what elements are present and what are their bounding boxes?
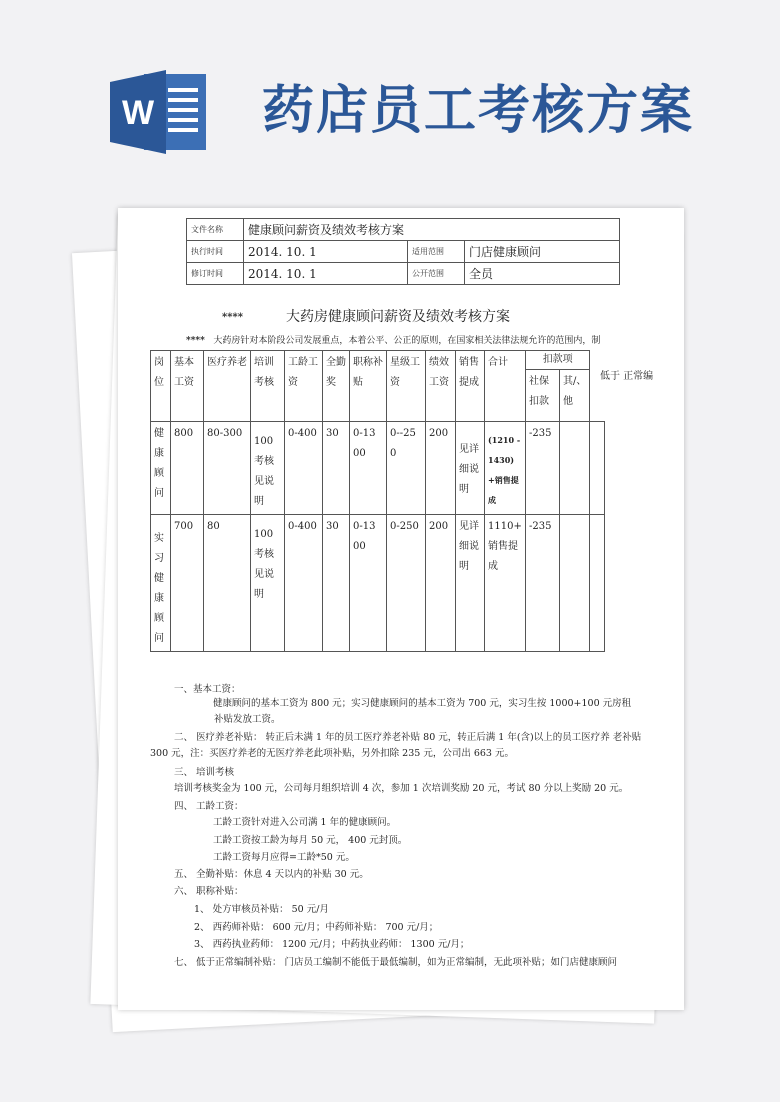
header-total: 合计: [485, 351, 526, 422]
section-4-line-1: 工龄工资针对进入公司满 1 年的健康顾问。: [213, 817, 397, 828]
section-4-line-2: 工龄工资按工龄为每月 50 元， 400 元封顶。: [213, 835, 408, 846]
word-logo-icon: [108, 68, 208, 156]
header-pension: 医疗养老: [204, 351, 251, 422]
exec-time-value: 2014. 10. 1: [244, 241, 408, 263]
row2-position: 实习健康顾问: [151, 515, 171, 652]
section-3-title: 三、 培训考核: [174, 767, 235, 778]
header-training: 培训考核: [251, 351, 285, 422]
row2-attendance: 30: [323, 515, 350, 652]
row2-title-allowance: 0-13 00: [350, 515, 387, 652]
public-label: 公开范围: [408, 263, 465, 285]
header-social: 社保扣款: [526, 370, 560, 422]
header-attendance: 全勤奖: [323, 351, 350, 422]
section-1-title: 一、基本工资：: [174, 684, 241, 695]
row1-blank: [590, 422, 605, 515]
table-row: [151, 422, 605, 515]
section-4-title: 四、 工龄工资：: [174, 801, 244, 812]
file-name-label: 文件名称: [187, 219, 244, 241]
row2-social: -235: [526, 515, 560, 652]
section-6-item-3: 3、 西药执业药师： 1200 元/月；中药执业药师： 1300 元/月；: [194, 939, 470, 950]
header-star: 星级工资: [387, 351, 426, 422]
section-3-line-1: 培训考核奖金为 100 元，公司每月组织培训 4 次，参加 1 次培训奖励 20 元，考试 80 分以上奖励 20 元。: [174, 783, 629, 794]
exec-time-label: 执行时间: [187, 241, 244, 263]
scope-label: 适用范围: [408, 241, 465, 263]
header-sales: 销售提成: [456, 351, 485, 422]
row1-training: 100 考核见说明: [251, 422, 285, 515]
page-title: 药店员工考核方案: [262, 80, 695, 141]
row1-perf: 200: [426, 422, 456, 515]
plan-intro: [186, 333, 600, 346]
row1-position: 健康顾问: [151, 422, 171, 515]
document-meta-table: [186, 218, 620, 285]
intro-stars: ****: [186, 336, 205, 346]
section-6-item-1: 1、 处方审核员补贴： 50 元/月: [194, 904, 329, 915]
row1-pension: 80-300: [204, 422, 251, 515]
file-name-value: 健康顾问薪资及绩效考核方案: [244, 219, 620, 241]
row1-title-allowance: 0-13 00: [350, 422, 387, 515]
table-row: [151, 515, 605, 652]
header-position: 岗位: [151, 351, 171, 422]
row1-base: 800: [171, 422, 204, 515]
section-5-line: 五、 全勤补贴：休息 4 天以内的补贴 30 元。: [174, 869, 369, 880]
rev-time-label: 修订时间: [187, 263, 244, 285]
title-stars: ****: [222, 312, 243, 323]
header-perf: 绩效工资: [426, 351, 456, 422]
row2-blank: [590, 515, 605, 652]
row1-total: (1210 -1430) +销售提成: [485, 422, 526, 515]
scope-value: 门店健康顾问: [465, 241, 620, 263]
row1-social: -235: [526, 422, 560, 515]
row1-other: [560, 422, 590, 515]
section-7-line: 七、 低于正常编制补贴： 门店员工编制不能低于最低编制，如为正常编制，无此项补贴；如门店健康顾问: [174, 957, 618, 968]
row2-star: 0-250: [387, 515, 426, 652]
section-4-line-3: 工龄工资每月应得=工龄*50 元。: [213, 852, 355, 863]
public-value: 全员: [465, 263, 620, 285]
section-1-line-1: 健康顾问的基本工资为 800 元；实习健康顾问的基本工资为 700 元，实习生按 1000+100 元房租: [213, 698, 632, 709]
section-6-item-2: 2、 西药师补贴： 600 元/月；中药师补贴： 700 元/月；: [194, 922, 439, 933]
header-other: 其/、他: [560, 370, 590, 422]
rev-time-value: 2014. 10. 1: [244, 263, 408, 285]
row2-seniority: 0-400: [285, 515, 323, 652]
row1-sales: 见详细说明: [456, 422, 485, 515]
side-note: 低于 正常编: [600, 371, 654, 382]
row2-perf: 200: [426, 515, 456, 652]
section-1-line-2: 补贴发放工资。: [214, 714, 281, 725]
header-deduct: 扣款项: [526, 351, 590, 370]
row2-other: [560, 515, 590, 652]
row2-pension: 80: [204, 515, 251, 652]
row2-sales: 见详细说明: [456, 515, 485, 652]
row1-star: 0--25 0: [387, 422, 426, 515]
row2-total: 1110+ 销售提成: [485, 515, 526, 652]
row1-seniority: 0-400: [285, 422, 323, 515]
row2-training: 100 考核见说明: [251, 515, 285, 652]
row2-base: 700: [171, 515, 204, 652]
row1-attendance: 30: [323, 422, 350, 515]
salary-table: [150, 350, 605, 652]
header-blank: [590, 351, 605, 422]
section-2-line-1: 二、 医疗养老补贴： 转正后未满 1 年的员工医疗养老补贴 80 元，转正后满 1 年(含)以上的员工医疗养 老补贴: [174, 732, 642, 743]
section-6-title: 六、 职称补贴：: [174, 886, 244, 897]
header-title-allowance: 职称补贴: [350, 351, 387, 422]
plan-title: 大药房健康顾问薪资及绩效考核方案: [286, 309, 510, 325]
header-seniority: 工龄工资: [285, 351, 323, 422]
section-2-line-2: 300 元，注：买医疗养老的无医疗养老此项补贴，另外扣除 235 元，公司出 663 元。: [150, 748, 514, 759]
intro-text: 大药房针对本阶段公司发展重点，本着公平、公正的原则，在国家相关法律法规允许的范围内，制: [213, 336, 601, 346]
header-base: 基本工资: [171, 351, 204, 422]
logo-letter: W: [121, 94, 155, 132]
